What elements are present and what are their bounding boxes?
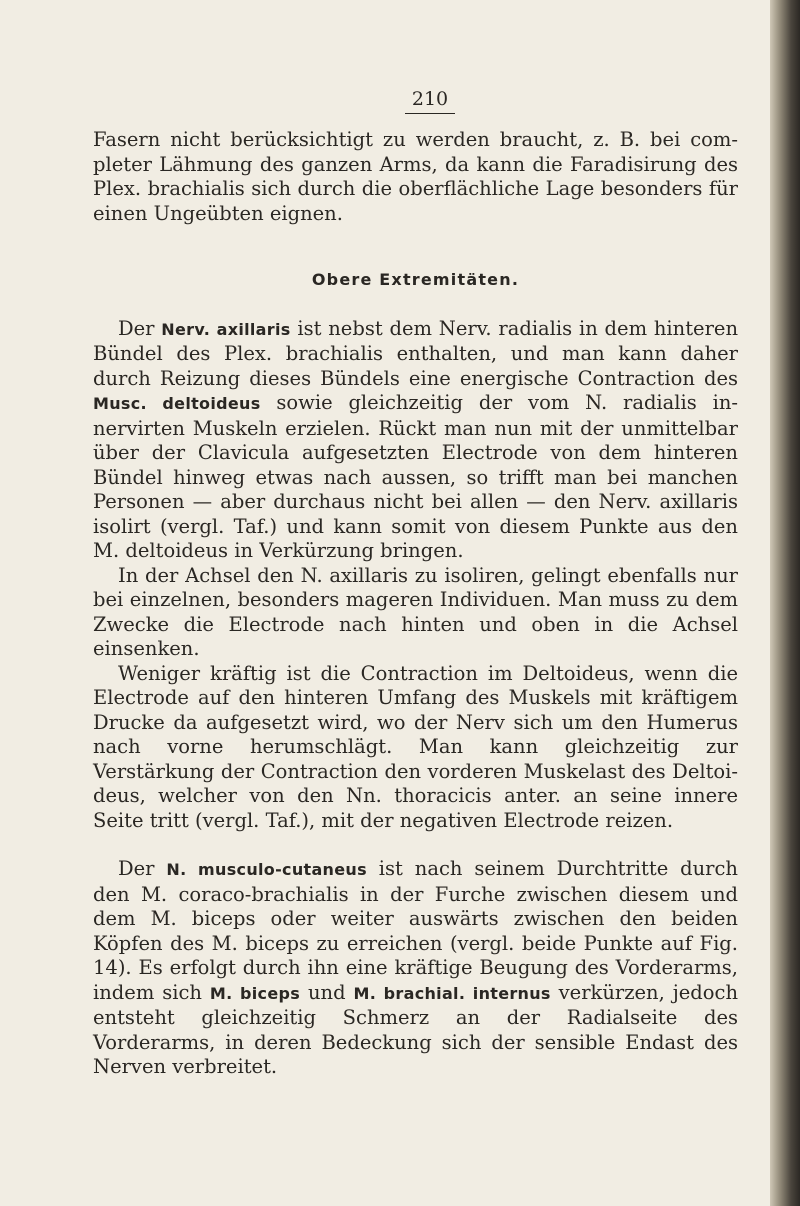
page-body	[93, 128, 738, 1080]
book-binding-edge	[770, 0, 800, 1206]
term-musc-deltoideus: Musc. deltoideus	[93, 394, 261, 413]
paragraph-deltoideus: Weniger kräftig ist die Contraction im Deltoideus, wenn die Electrode auf den hinteren Umfang des Muskels mit kräftigem Drucke da aufgesetzt wird, wo der Nerv sich um den Humerus nach vorne herumschlägt. Man kann gleichzeitig zur Verstärkung der Contraction den vorderen Muskelast des Deltoideus, welcher von den Nn. thoracicis anter. an seine innere Seite tritt (vergl. Taf.), mit der negativen Electrode reizen.	[93, 661, 738, 832]
section-heading: Obere Extremitäten.	[311, 270, 520, 289]
page-number: 210	[405, 88, 455, 114]
term-m-brachial-internus: M. brachial. internus	[353, 983, 551, 1003]
paragraph-musculo-cutaneus: Der N. musculo-cutaneus ist nach seinem Durchtritte durch den M. coraco-brachialis in der Furche zwischen diesem und dem M. biceps oder weiter auswärts zwischen den beiden Köpfen des M. biceps zu erreichen (vergl. beide Punkte auf Fig. 14). Es erfolgt durch ihn eine kräftige Beugung des Vorderarms, indem sich M. biceps und M. brachial. internus verkürzen, jedoch entsteht gleichzeitig Schmerz an der Radialseite des Vorderarms, in deren Bedeckung sich der sensible Endast des Nerven verbreitet.	[93, 857, 738, 1078]
paragraph-achsel: In der Achsel den N. axillaris zu isoliren, gelingt ebenfalls nur bei einzelnen, besonders mageren Individuen. Man muss zu dem Zwecke die Electrode nach hinten und oben in die Achsel einsenken.	[93, 563, 738, 660]
paragraph-nerv-axillaris: Der Nerv. axillaris ist nebst dem Nerv. radialis in dem hinteren Bündel des Plex. brachialis enthalten, und man kann daher durch Reizung dieses Bündels eine energische Contraction des Musc. deltoideus sowie gleichzeitig der vom N. radialis innervirten Muskeln erzielen. Rückt man nun mit der unmittelbar über der Clavicula aufgesetzten Electrode von dem hinteren Bündel hinweg etwas nach aussen, so trifft man bei manchen Personen — aber durchaus nicht bei allen — den Nerv. axillaris isolirt (vergl. Taf.) und kann somit von diesem Punkte aus den M. deltoideus in Verkürzung bringen.	[93, 316, 739, 562]
term-nerv-axillaris: Nerv. axillaris	[161, 319, 291, 339]
term-m-biceps: M. biceps	[209, 983, 301, 1003]
term-n-musculo-cutaneus: N. musculo-cutaneus	[166, 860, 367, 879]
paragraph-continued: Fasern nicht berücksichtigt zu werden braucht, z. B. bei completer Lähmung des ganzen Arms, da kann die Faradisirung des Plex. brachialis sich durch die oberflächliche Lage besonders für einen Ungeübten eignen.	[93, 128, 738, 225]
